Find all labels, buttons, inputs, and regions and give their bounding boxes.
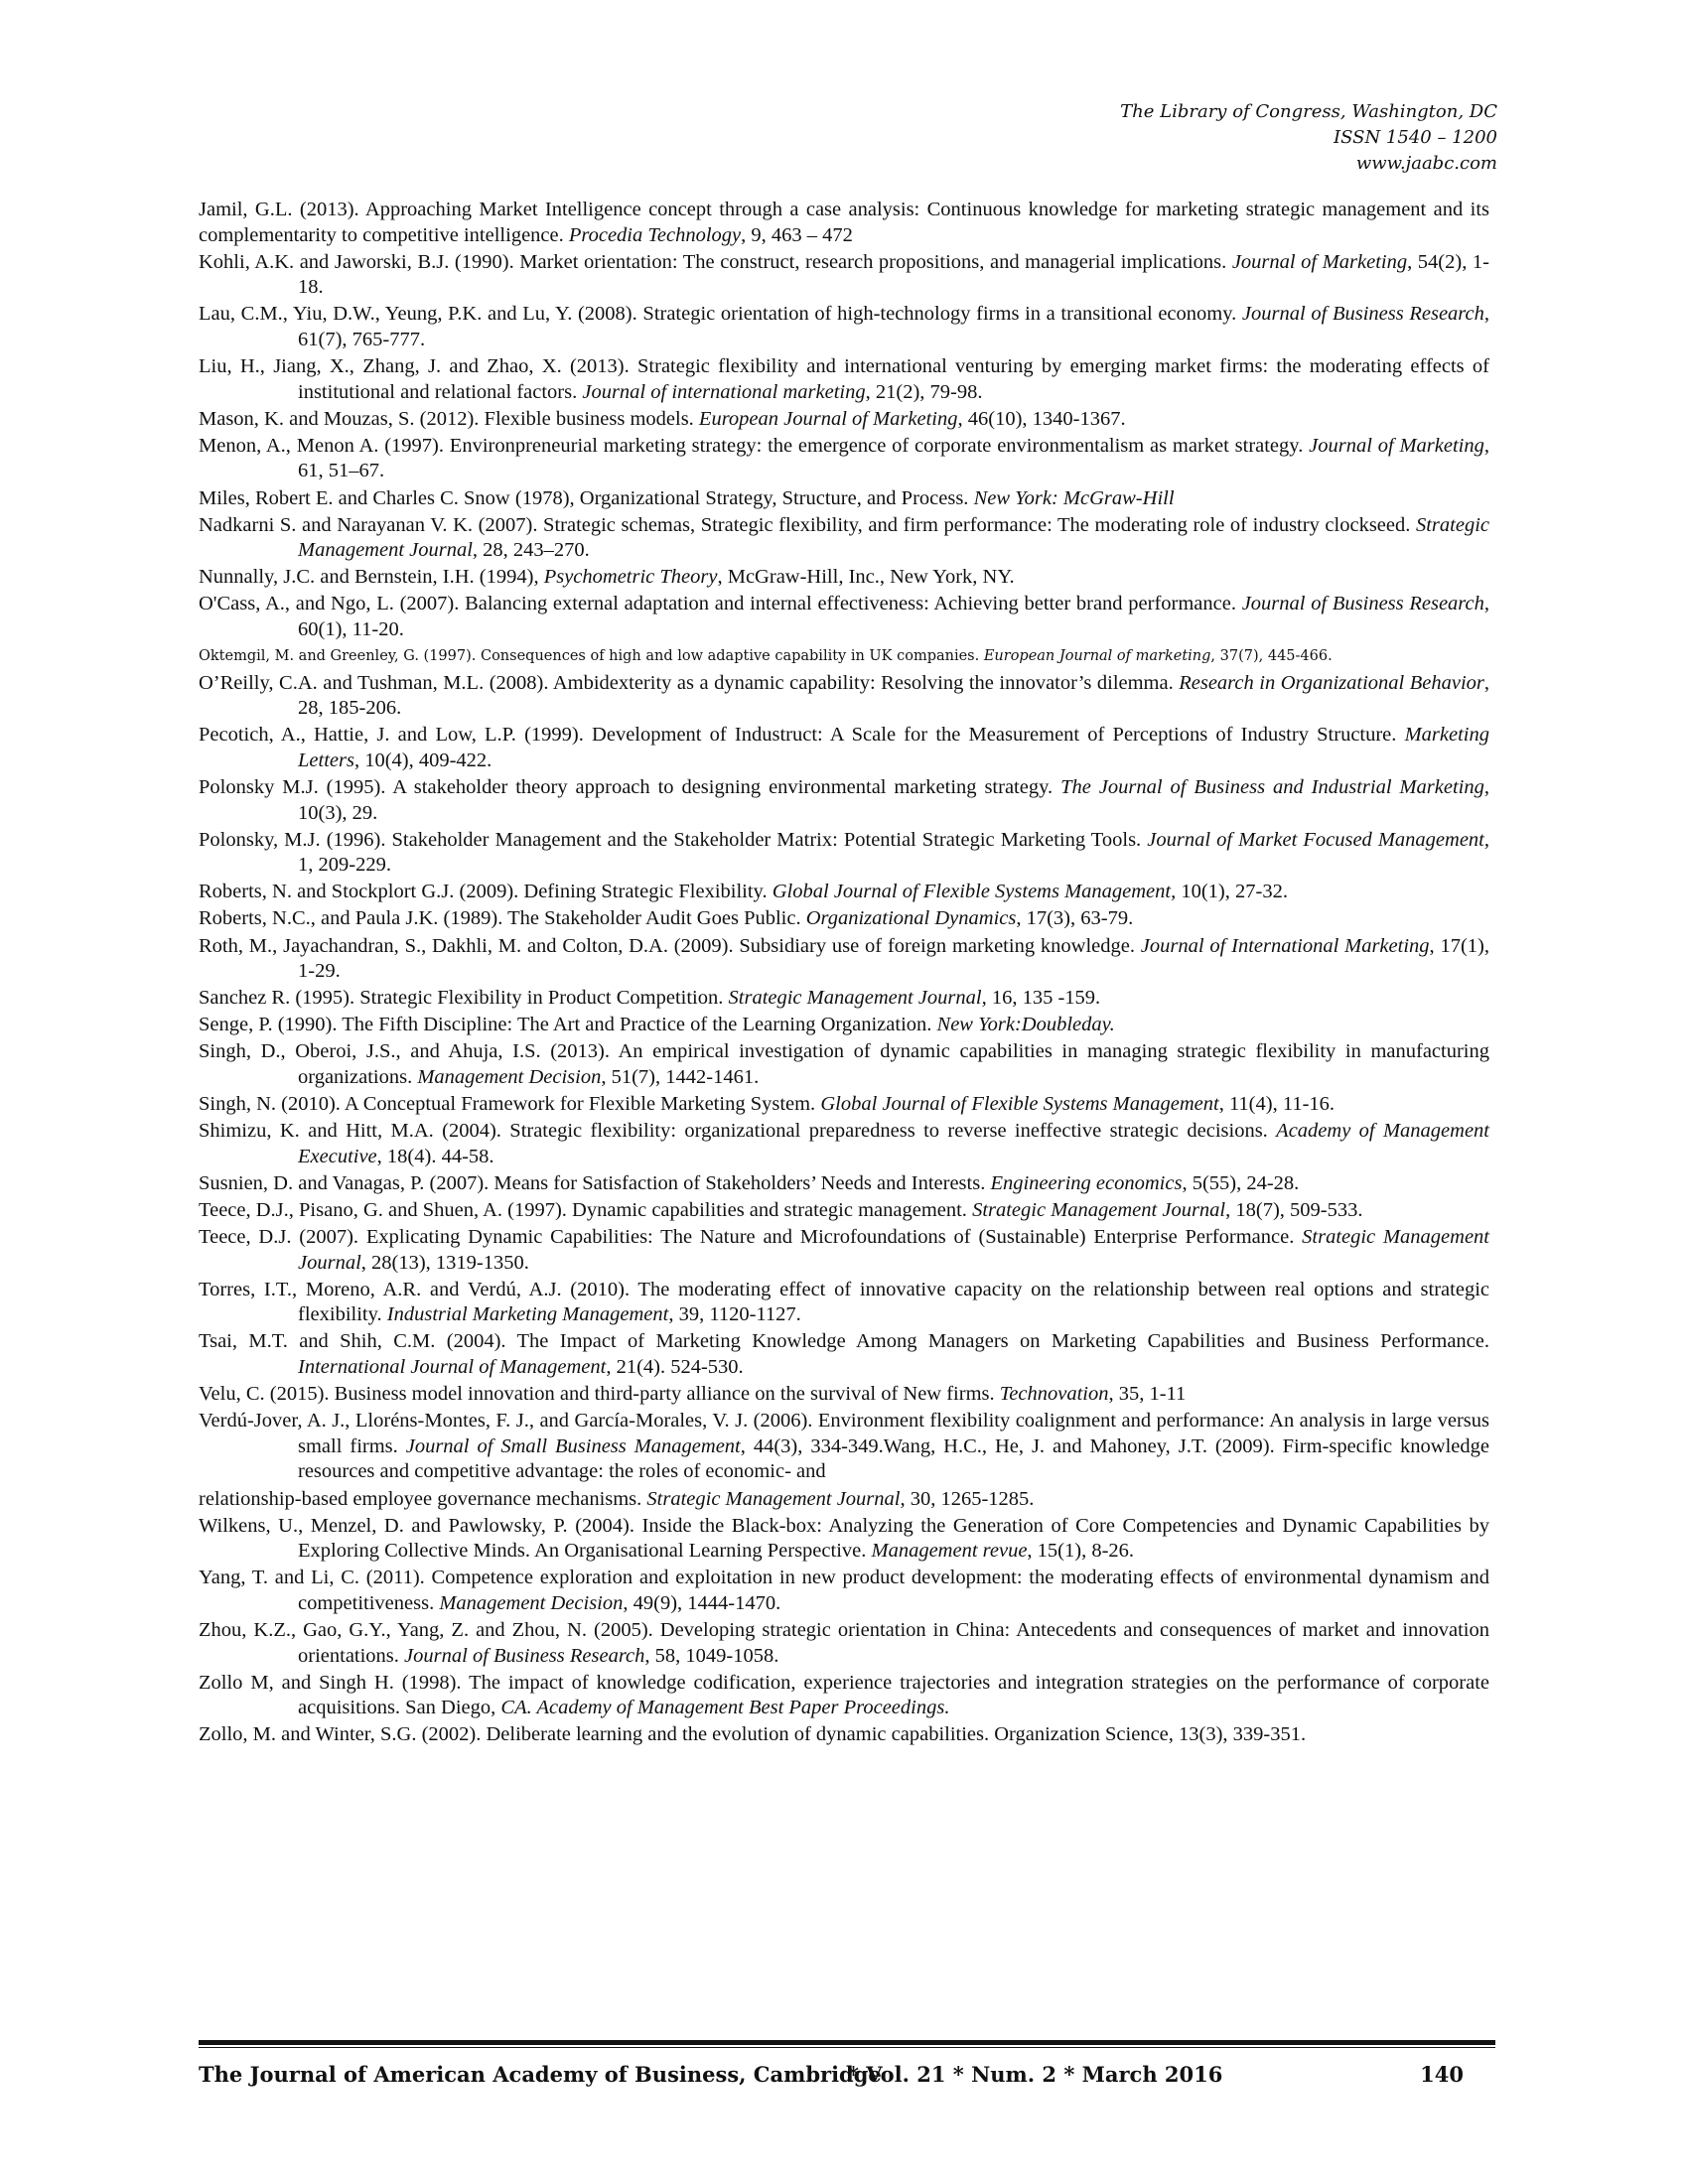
header-website: www.jaabc.com [1355,153,1497,174]
reference-source: Journal of Marketing [1231,250,1408,273]
reference-entry [199,250,1489,301]
page-number: 140 [1420,2062,1464,2087]
reference-source: Engineering economics [990,1171,1183,1194]
reference-details: , 49(9), 1444-1470. [623,1591,781,1614]
reference-entry [199,592,1489,642]
reference-text: Teece, D.J. (2007). Explicating Dynamic Capabilities: The Nature and Microfoundations of (Sustainable) Enterprise Performance. [199,1226,1303,1249]
reference-text: Yang, T. and Li, C. (2011). Competence exploration and exploitation in new product development: the moderating effects of environmental dynamism and competitiveness. [199,1567,1489,1614]
reference-text: Teece, D.J., Pisano, G. and Shuen, A. (1997). Dynamic capabilities and strategic management. [199,1198,973,1221]
reference-source: Global Journal of Flexible Systems Management, [772,881,1177,903]
reference-source: Strategic Management Journal [298,1226,1489,1274]
reference-text: Polonsky M.J. (1995). A stakeholder theory approach to designing environmental marketing strategy. [199,775,1061,798]
reference-details: , 61(7), 765-777. [298,303,1489,350]
reference-source: Management Decision [439,1591,624,1614]
reference-source: The Journal of Business and Industrial Marketing [1060,775,1484,798]
reference-entry [199,1329,1489,1380]
footer-issue-info: * Vol. 21 * Num. 2 * March 2016 [848,2062,1223,2087]
reference-text: Nadkarni S. and Narayanan V. K. (2007). Strategic schemas, Strategic flexibility, and firm performance: The moderating role of industry clockseed. [199,513,1416,536]
reference-source: Research in Organizational Behavior [1179,671,1484,694]
reference-source: International Journal of Management [298,1356,607,1379]
reference-source: Procedia Technology [568,223,742,246]
reference-entry [199,1225,1489,1276]
header-publisher: The Library of Congress, Washington, DC [1120,101,1497,122]
reference-details: , 28, 185-206. [298,671,1489,720]
reference-details: , 21(4). 524-530. [606,1356,744,1379]
reference-source: Strategic Management Journal, [298,513,1489,562]
reference-text: O’Reilly, C.A. and Tushman, M.L. (2008). Ambidexterity as a dynamic capability: Resolving the innovator’s dilemma. [199,671,1180,694]
reference-entry [199,1039,1489,1090]
reference-source: Journal of Marketing [1309,434,1484,457]
reference-text: Pecotich, A., Hattie, J. and Low, L.P. (1999). Development of Industruct: A Scale for the Measurement of Perceptions of Industry Structure. [199,724,1405,747]
reference-details: , 10(3), 29. [298,775,1489,824]
reference-source: Journal of Market Focused Management [1147,828,1484,851]
reference-entry [199,986,1489,1012]
reference-text: Roth, M., Jayachandran, S., Dakhli, M. and Colton, D.A. (2009). Subsidiary use of foreign marketing knowledge. [199,934,1141,957]
reference-source: CA. Academy of Management Best Paper Proceedings. [500,1697,950,1719]
reference-text: Torres, I.T., Moreno, A.R. and Verdú, A.J. (2010). The moderating effect of innovative capacity on the relationship between real options and strategic flexibility. [199,1278,1489,1326]
reference-text: Miles, Robert E. and Charles C. Snow (1978), Organizational Strategy, Structure, and Process. [199,486,974,509]
reference-source: European Journal of Marketing [698,407,958,430]
reference-entry [199,565,1489,591]
reference-text: Singh, D., Oberoi, J.S., and Ahuja, I.S. (2013). An empirical investigation of dynamic capabilities in managing strategic flexibility in manufacturing organizations. [199,1040,1489,1088]
reference-entry [199,302,1489,352]
reference-text: Zollo M, and Singh H. (1998). The impact of knowledge codification, experience trajectories and integration strategies on the performance of corporate acquisitions. San Diego, [199,1671,1489,1719]
reference-source: Strategic Management Journal, [728,987,987,1010]
page-header [1120,99,1497,177]
reference-source: Strategic Management Journal [646,1487,901,1510]
reference-entry [199,198,1489,248]
reference-details: , 18(4). 44-58. [376,1145,494,1167]
reference-details: , 61, 51–67. [298,434,1489,482]
reference-entry [199,723,1489,773]
reference-text: Liu, H., Jiang, X., Zhang, J. and Zhao, X. (2013). Strategic flexibility and international venturing by emerging market firms: the moderating effects of institutional and relational factors. [199,355,1489,403]
footer-rule-thin [199,2047,1495,2048]
reference-text: Velu, C. (2015). Business model innovation and third-party alliance on the survival of New firms. [199,1383,1000,1406]
reference-details: , 54(2), 1-18. [298,250,1489,299]
reference-source: Journal of International Marketing [1140,934,1430,957]
reference-details: , 18(7), 509-533. [1225,1198,1363,1221]
reference-text: Polonsky, M.J. (1996). Stakeholder Management and the Stakeholder Matrix: Potential Strategic Marketing Tools. [199,828,1148,851]
reference-text: Menon, A., Menon A. (1997). Environpreneurial marketing strategy: the emergence of corporate environmentalism as market strategy. [199,434,1310,457]
reference-text: Sanchez R. (1995). Strategic Flexibility in Product Competition. [199,987,729,1010]
reference-text: Zollo, M. and Winter, S.G. (2002). Deliberate learning and the evolution of dynamic capabilities. Organization Science, 13(3), 339-351. [199,1723,1307,1746]
reference-details: , 35, 1-11 [1108,1383,1187,1406]
reference-source: Psychometric Theory [543,566,718,589]
reference-entry [199,1409,1489,1485]
reference-details: , 51(7), 1442-1461. [601,1066,760,1088]
reference-details: , 30, 1265-1285. [900,1487,1035,1510]
reference-entry [199,1092,1489,1118]
reference-entry [199,934,1489,985]
reference-details: , 58, 1049-1058. [644,1644,779,1667]
reference-text: Shimizu, K. and Hitt, M.A. (2004). Strategic flexibility: organizational preparedness to reverse ineffective strategic decisions. [199,1120,1277,1143]
reference-entry [199,1382,1489,1408]
reference-details: , McGraw-Hill, Inc., New York, NY. [717,566,1015,589]
reference-text: Roberts, N. and Stockplort G.J. (2009). Defining Strategic Flexibility. [199,881,773,903]
reference-entry [199,407,1489,433]
reference-entry [199,434,1489,484]
reference-details: , 39, 1120-1127. [668,1303,801,1326]
reference-source: Industrial Marketing Management [386,1303,669,1326]
reference-source: Management Decision [417,1066,602,1088]
reference-details: , 44(3), 334-349.Wang, H.C., He, J. and Mahoney, J.T. (2009). Firm-specific knowledge resources and competitive advantage: the roles of economic- and [298,1434,1489,1483]
reference-entry [199,513,1489,564]
reference-details: , 46(10), 1340-1367. [957,407,1126,430]
reference-entry [199,1278,1489,1328]
reference-details: , 5(55), 24-28. [1182,1171,1300,1194]
reference-entry [199,1514,1489,1565]
reference-details: , 17(3), 63-79. [1016,907,1134,930]
reference-source: Global Journal of Flexible Systems Management [820,1093,1219,1116]
reference-text: Susnien, D. and Vanagas, P. (2007). Means for Satisfaction of Stakeholders’ Needs and Interests. [199,1171,991,1194]
reference-source: Journal of international marketing [582,380,866,403]
footer-rule-thick [199,2040,1495,2045]
reference-details: , 9, 463 – 472 [741,223,853,246]
reference-text: Verdú-Jover, A. J., Lloréns-Montes, F. J., and García-Morales, V. J. (2006). Environment flexibility coalignment and performance: An analysis in large versus small firms. [199,1410,1489,1457]
reference-entry [199,1487,1489,1513]
reference-entry [199,906,1489,932]
reference-entry [199,1119,1489,1169]
reference-source: Marketing Letters [298,724,1489,771]
reference-details: 28, 243–270. [478,539,590,562]
reference-text: Tsai, M.T. and Shih, C.M. (2004). The Impact of Marketing Knowledge Among Managers on Marketing Capabilities and Business Performance. [199,1330,1489,1353]
reference-text: Lau, C.M., Yiu, D.W., Yeung, P.K. and Lu, Y. (2008). Strategic orientation of high-technology firms in a transitional economy. [199,303,1242,326]
reference-entry [199,1722,1489,1748]
reference-entry [199,828,1489,879]
reference-source: Journal of Business Research [1241,593,1484,615]
header-issn: ISSN 1540 – 1200 [1334,127,1497,148]
reference-entry [199,1013,1489,1038]
reference-details: , 60(1), 11-20. [298,593,1489,640]
reference-text: Nunnally, J.C. and Bernstein, I.H. (1994), [199,566,544,589]
reference-text: Singh, N. (2010). A Conceptual Framework for Flexible Marketing System. [199,1093,821,1116]
reference-text: Wilkens, U., Menzel, D. and Pawlowsky, P. (2004). Inside the Black-box: Analyzing the Generation of Core Competencies and Dynamic Capabilities by Exploring Collective Minds. An Organisational Learning Perspective. [199,1514,1489,1563]
reference-entry [199,775,1489,826]
reference-text: O'Cass, A., and Ngo, L. (2007). Balancing external adaptation and internal effectiveness: Achieving better brand performance. [199,593,1242,615]
reference-source: New York: McGraw-Hill [973,486,1175,509]
reference-details: , 10(4), 409-422. [353,749,492,771]
reference-source: Journal of Small Business Management [405,1434,741,1457]
reference-source: Technovation [999,1383,1109,1406]
reference-source: European Journal of marketing [983,648,1211,665]
reference-source: Strategic Management Journal [972,1198,1226,1221]
reference-entry [199,1566,1489,1616]
reference-text: Senge, P. (1990). The Fifth Discipline: The Art and Practice of the Learning Organization. [199,1014,937,1036]
reference-text: Oktemgil, M. and Greenley, G. (1997). Consequences of high and low adaptive capability in UK companies. [199,648,984,665]
page-footer [199,2055,1495,2095]
reference-text: Jamil, G.L. (2013). Approaching Market Intelligence concept through a case analysis: Continuous knowledge for marketing strategic management and its complementarity to competitive intelligence. [199,199,1489,246]
reference-source: Journal of Business Research [1241,303,1484,326]
reference-entry [199,354,1489,405]
reference-entry [199,1198,1489,1224]
reference-text: Kohli, A.K. and Jaworski, B.J. (1990). Market orientation: The construct, research propositions, and managerial implications. [199,250,1232,273]
reference-entry [199,1171,1489,1197]
reference-source: Academy of Management Executive [298,1120,1490,1167]
reference-details: 16, 135 -159. [986,987,1101,1010]
reference-details: , 28(13), 1319-1350. [360,1251,529,1274]
reference-details: , 21(2), 79-98. [865,380,983,403]
reference-details: , 17(1), 1-29. [298,934,1490,983]
reference-entry [199,486,1489,512]
reference-details: , 1, 209-229. [298,828,1489,877]
reference-entry [199,644,1489,669]
reference-details: , 11(4), 11-16. [1218,1093,1336,1116]
reference-source: Organizational Dynamics [805,907,1017,930]
reference-entry [199,1618,1489,1669]
reference-entry [199,671,1489,722]
reference-source: Management revue [871,1540,1028,1563]
reference-text: relationship-based employee governance mechanisms. [199,1487,647,1510]
reference-text: Roberts, N.C., and Paula J.K. (1989). The Stakeholder Audit Goes Public. [199,907,806,930]
reference-source: New York:Doubleday. [936,1014,1115,1036]
reference-details: , 37(7), 445-466. [1210,648,1333,665]
reference-source: Journal of Business Research [404,1644,645,1667]
reference-details: 10(1), 27-32. [1176,881,1288,903]
reference-entry [199,880,1489,905]
reference-entry [199,1671,1489,1721]
footer-journal-name: The Journal of American Academy of Business, Cambridge [199,2062,882,2087]
reference-details: , 15(1), 8-26. [1027,1540,1135,1563]
reference-list [199,198,1489,1749]
reference-text: Mason, K. and Mouzas, S. (2012). Flexible business models. [199,407,699,430]
reference-text: Zhou, K.Z., Gao, G.Y., Yang, Z. and Zhou, N. (2005). Developing strategic orientation in China: Antecedents and consequences of market and innovation orientations. [199,1618,1489,1667]
